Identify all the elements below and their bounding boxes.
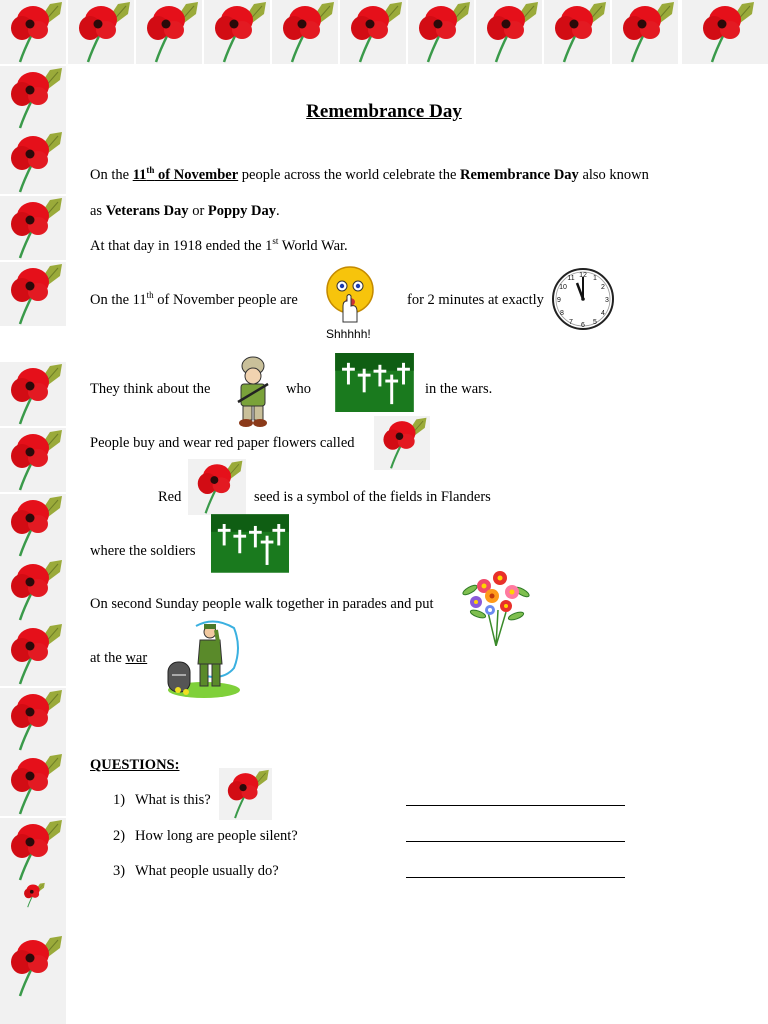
- war-memorial-icon: [164, 618, 242, 700]
- question-text: What people usually do?: [135, 863, 279, 879]
- poppy-icon: [68, 0, 134, 64]
- event-name: Remembrance Day: [460, 167, 579, 183]
- svg-text:5: 5: [593, 319, 597, 326]
- paragraph-parade: On second Sunday people walk together in parades and put: [90, 596, 434, 612]
- paragraph-aka: [90, 202, 280, 220]
- svg-text:12: 12: [579, 272, 587, 279]
- poppy-icon: [188, 459, 246, 515]
- poppy-icon: [0, 622, 66, 686]
- graves-icon: [211, 514, 289, 573]
- svg-text:8: 8: [560, 310, 564, 317]
- poppy-icon: [682, 0, 768, 64]
- poppy-icon: [0, 428, 66, 492]
- superscript: st: [272, 236, 279, 246]
- poppy-icon: [0, 908, 66, 1024]
- svg-text:10: 10: [559, 284, 567, 291]
- text: At that day in 1918 ended the 1: [90, 238, 273, 254]
- question-number: 3): [113, 863, 126, 879]
- poppy-icon: [0, 558, 66, 622]
- page-title: Remembrance Day: [306, 101, 462, 122]
- svg-text:11: 11: [567, 275, 575, 282]
- paragraph-1918: [90, 237, 348, 255]
- poppy-icon: [0, 494, 66, 558]
- text: also known: [578, 167, 649, 183]
- paragraph-think: They think about the: [90, 381, 211, 397]
- questions-heading: QUESTIONS:: [90, 757, 180, 773]
- shush-smiley-icon: [325, 266, 377, 324]
- text: at the: [90, 650, 126, 666]
- poppy-icon: [272, 0, 338, 64]
- graves-icon: [335, 353, 414, 412]
- date-highlight: [133, 167, 238, 183]
- paragraph-red-end: seed is a symbol of the fields in Flanders: [254, 489, 491, 505]
- paragraph-memorial: [90, 649, 147, 667]
- text: people across the world celebrate the: [238, 167, 461, 183]
- smiley-caption: Shhhhh!: [326, 327, 371, 341]
- paragraph-date: [90, 166, 649, 184]
- poppy-icon: [0, 0, 66, 64]
- text: On the 11: [90, 292, 147, 308]
- paragraph-silence: [90, 291, 298, 309]
- bouquet-icon: [458, 562, 534, 646]
- paragraph-red: Red: [158, 489, 182, 505]
- text: .: [276, 203, 280, 219]
- text: On the: [90, 167, 133, 183]
- war-memorial-link: war: [125, 650, 148, 666]
- poppy-icon: [219, 768, 272, 820]
- poppy-icon: [0, 818, 66, 882]
- paragraph-silence-end: for 2 minutes at exactly: [407, 292, 544, 308]
- question-number: 1): [113, 792, 126, 808]
- poppy-icon: [0, 362, 66, 426]
- svg-text:7: 7: [569, 319, 573, 326]
- veterans-day: Veterans Day: [105, 203, 189, 219]
- answer-line[interactable]: [406, 841, 625, 842]
- poppy-icon: [0, 882, 66, 908]
- paragraph-flowers: People buy and wear red paper flowers called: [90, 435, 355, 451]
- poppy-icon: [136, 0, 202, 64]
- text: 11: [132, 167, 147, 183]
- poppy-icon: [0, 196, 66, 260]
- poppy-icon: [374, 416, 430, 470]
- svg-text:6: 6: [581, 322, 585, 329]
- svg-text:4: 4: [601, 310, 605, 317]
- poppy-icon: [340, 0, 406, 64]
- question-text: What is this?: [135, 792, 211, 808]
- poppy-icon: [0, 752, 66, 816]
- clock-icon: [551, 265, 615, 333]
- poppy-icon: [204, 0, 270, 64]
- poppy-day: Poppy Day: [207, 203, 276, 219]
- superscript: th: [146, 290, 154, 300]
- text: World War.: [278, 238, 348, 254]
- text: or: [188, 203, 208, 219]
- answer-line[interactable]: [406, 805, 625, 806]
- poppy-icon: [408, 0, 474, 64]
- paragraph-think-end: in the wars.: [425, 381, 493, 397]
- svg-text:2: 2: [601, 284, 605, 291]
- question-number: 2): [113, 828, 126, 844]
- paragraph-soldiers: where the soldiers: [90, 543, 196, 559]
- poppy-icon: [0, 688, 66, 752]
- soldier-icon: [232, 356, 274, 428]
- question-text: How long are people silent?: [135, 828, 298, 844]
- poppy-icon: [0, 130, 66, 194]
- poppy-icon: [0, 262, 66, 326]
- text: of November: [154, 167, 239, 183]
- poppy-icon: [612, 0, 678, 64]
- svg-text:3: 3: [605, 297, 609, 304]
- answer-line[interactable]: [406, 877, 625, 878]
- superscript: th: [146, 165, 155, 175]
- text: of November people are: [153, 292, 298, 308]
- poppy-icon: [476, 0, 542, 64]
- paragraph-think-mid: who: [286, 381, 311, 397]
- svg-text:9: 9: [557, 297, 561, 304]
- poppy-icon: [544, 0, 610, 64]
- svg-text:1: 1: [593, 275, 597, 282]
- text: as: [90, 203, 106, 219]
